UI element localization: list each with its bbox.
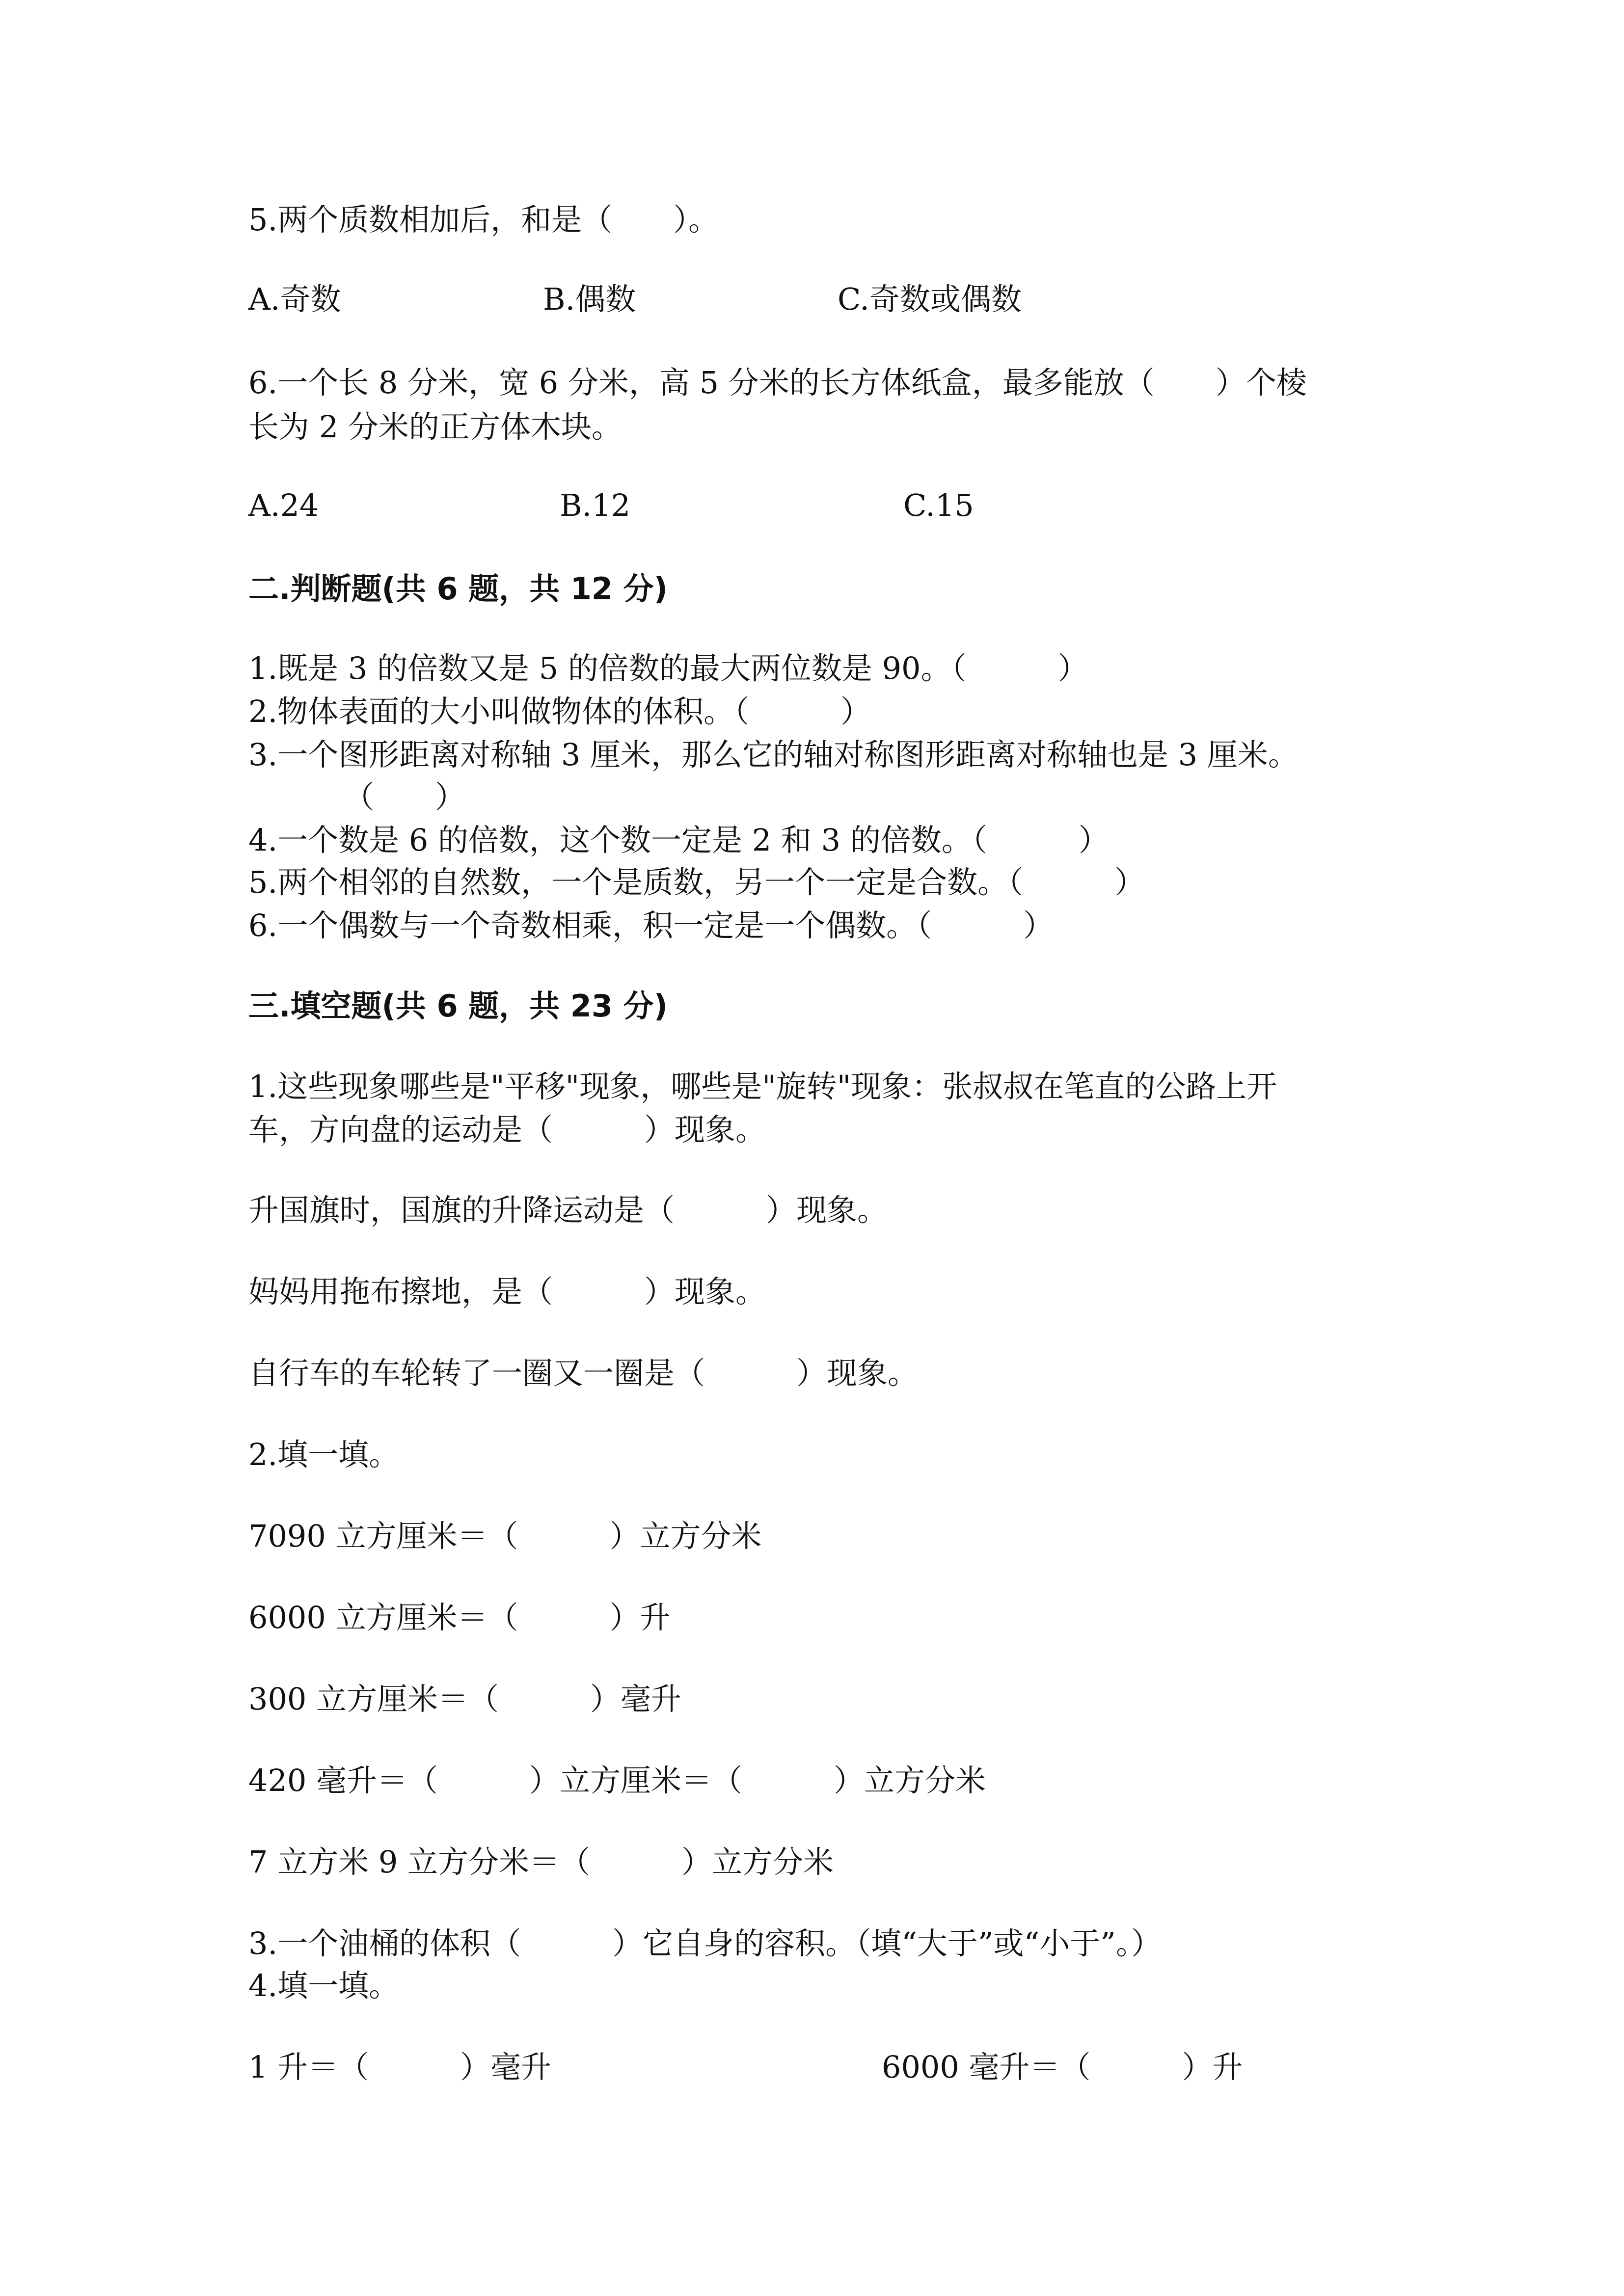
fill-q3: 3.一个油桶的体积（ ）它自身的容积。（填“大于”或“小于”。）	[248, 1925, 1162, 1961]
question-5-stem: 5.两个质数相加后，和是（ ）。	[248, 202, 719, 238]
judge-item-3-bracket: （ ）	[344, 779, 466, 815]
fill-q1-line1: 1.这些现象哪些是"平移"现象，哪些是"旋转"现象：张叔叔在笔直的公路上开	[248, 1068, 1277, 1104]
fill-q1-line5: 自行车的车轮转了一圈又一圈是（ ）现象。	[248, 1355, 919, 1391]
fill-q2-item-3: 300 立方厘米＝（ ）毫升	[248, 1681, 682, 1717]
fill-q1-line2: 车，方向盘的运动是（ ）现象。	[248, 1112, 766, 1148]
question-6-option-b: B.12	[560, 487, 631, 523]
fill-q2-item-4: 420 毫升＝（ ）立方厘米＝（ ）立方分米	[248, 1762, 986, 1798]
fill-q2-title: 2.填一填。	[248, 1437, 400, 1472]
judge-item-5: 5.两个相邻的自然数，一个是质数，另一个一定是合数。（ ）	[248, 864, 1145, 900]
fill-q4-right: 6000 毫升＝（ ）升	[882, 2049, 1243, 2085]
fill-q4-title: 4.填一填。	[248, 1968, 400, 2003]
fill-q2-item-2: 6000 立方厘米＝（ ）升	[248, 1600, 671, 1635]
question-6-stem-line1: 6.一个长 8 分米，宽 6 分米，高 5 分米的长方体纸盒，最多能放（ ）个棱	[248, 365, 1307, 400]
question-6-option-a: A.24	[248, 487, 319, 523]
fill-q2-item-1: 7090 立方厘米＝（ ）立方分米	[248, 1518, 762, 1554]
judge-item-2: 2.物体表面的大小叫做物体的体积。（ ）	[248, 694, 871, 729]
question-5-option-b: B.偶数	[543, 281, 636, 317]
judge-item-6: 6.一个偶数与一个奇数相乘，积一定是一个偶数。（ ）	[248, 908, 1054, 943]
fill-q1-line3: 升国旗时，国旗的升降运动是（ ）现象。	[248, 1192, 888, 1228]
fill-q2-item-5: 7 立方米 9 立方分米＝（ ）立方分米	[248, 1844, 834, 1880]
question-6-option-c: C.15	[903, 487, 974, 523]
section-fill-heading: 三.填空题(共 6 题，共 23 分)	[248, 988, 668, 1024]
fill-q4-left: 1 升＝（ ）毫升	[248, 2049, 552, 2085]
judge-item-4: 4.一个数是 6 的倍数，这个数一定是 2 和 3 的倍数。（ ）	[248, 822, 1109, 858]
question-6-stem-line2: 长为 2 分米的正方体木块。	[248, 409, 622, 445]
fill-q1-line4: 妈妈用拖布擦地，是（ ）现象。	[248, 1274, 766, 1309]
question-5-option-a: A.奇数	[248, 281, 341, 317]
judge-item-3: 3.一个图形距离对称轴 3 厘米，那么它的轴对称图形距离对称轴也是 3 厘米。	[248, 737, 1299, 773]
section-judge-heading: 二.判断题(共 6 题，共 12 分)	[248, 571, 668, 607]
judge-item-1: 1.既是 3 的倍数又是 5 的倍数的最大两位数是 90。（ ）	[248, 650, 1088, 686]
question-5-option-c: C.奇数或偶数	[838, 281, 1022, 317]
